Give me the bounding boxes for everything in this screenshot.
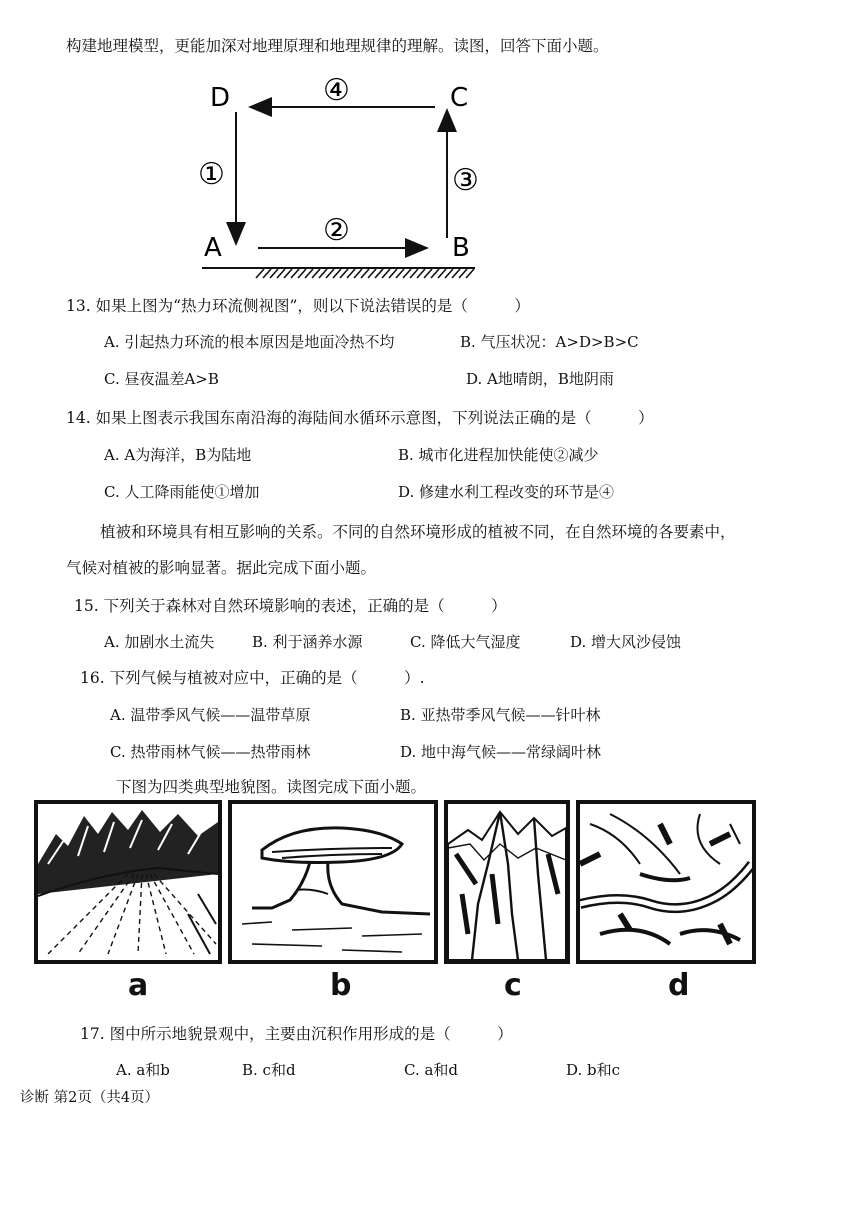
q16-option-a: A. 温带季风气候——温带草原	[110, 706, 311, 724]
q16-stem: 16. 下列气候与植被对应中，正确的是（ ）.	[80, 669, 425, 687]
q15-stem: 15. 下列关于森林对自然环境影响的表述，正确的是（ ）	[74, 597, 507, 615]
label-d: D	[210, 83, 231, 113]
q14-option-c: C. 人工降雨能使①增加	[104, 483, 260, 501]
q13-option-d: D. A地晴朗，B地阴雨	[466, 370, 614, 388]
q16-option-d: D. 地中海气候——常绿阔叶林	[400, 743, 602, 761]
intro-text: 构建地理模型，更能加深对地理原理和地理规律的理解。读图，回答下面小题。	[66, 37, 609, 55]
glacial-peak-drawing	[448, 804, 566, 960]
alluvial-fan-drawing	[38, 804, 218, 960]
q14-option-a: A. A为海洋，B为陆地	[104, 446, 252, 464]
label-a: A	[204, 233, 222, 263]
landform-image-c	[444, 800, 570, 964]
q16-option-b: B. 亚热带季风气候——针叶林	[400, 706, 601, 724]
q17-option-b: B. c和d	[242, 1061, 296, 1079]
q17-stem: 17. 图中所示地貌景观中，主要由沉积作用形成的是（ ）	[80, 1025, 513, 1043]
page-footer: 诊断 第2页（共4页）	[20, 1090, 160, 1106]
passage-vegetation-line1: 植被和环境具有相互影响的关系。不同的自然环境形成的植被不同，在自然环境的各要素中，	[100, 523, 736, 541]
q14-option-b: B. 城市化进程加快能使②减少	[398, 446, 599, 464]
landform-label-c: c	[504, 968, 522, 1003]
circulation-diagram-svg	[190, 70, 500, 290]
q17-option-c: C. a和d	[404, 1061, 459, 1079]
arrow-four-label: ④	[323, 73, 350, 108]
mushroom-rock-drawing	[232, 804, 434, 960]
q13-option-b: B. 气压状况：A>D>B>C	[460, 333, 639, 351]
river-delta-drawing	[580, 804, 752, 960]
landform-image-d	[576, 800, 756, 964]
q15-option-b: B. 利于涵养水源	[252, 633, 363, 651]
arrow-one-label: ①	[198, 157, 225, 192]
circulation-diagram	[190, 70, 500, 290]
passage-vegetation-line2: 气候对植被的影响显著。据此完成下面小题。	[66, 559, 377, 577]
landform-image-b	[228, 800, 438, 964]
landform-label-d: d	[668, 968, 690, 1003]
q13-option-a: A. 引起热力环流的根本原因是地面冷热不均	[104, 333, 395, 351]
ground-hatching	[256, 269, 474, 278]
landform-label-b: b	[330, 968, 352, 1003]
q17-option-a: A. a和b	[116, 1061, 170, 1079]
landform-label-a: a	[128, 968, 149, 1003]
q15-option-a: A. 加剧水土流失	[104, 633, 215, 651]
arrow-three-label: ③	[452, 163, 479, 198]
landform-image-a	[34, 800, 222, 964]
q13-stem: 13. 如果上图为“热力环流侧视图”，则以下说法错误的是（ ）	[66, 297, 530, 315]
arrow-two-label: ②	[323, 213, 350, 248]
q15-option-c: C. 降低大气湿度	[410, 633, 521, 651]
label-b: B	[452, 233, 470, 263]
passage-landforms: 下图为四类典型地貌图。读图完成下面小题。	[116, 778, 427, 796]
q17-option-d: D. b和c	[566, 1061, 621, 1079]
q16-option-c: C. 热带雨林气候——热带雨林	[110, 743, 311, 761]
q14-stem: 14. 如果上图表示我国东南沿海的海陆间水循环示意图，下列说法正确的是（ ）	[66, 409, 654, 427]
q15-option-d: D. 增大风沙侵蚀	[570, 633, 682, 651]
q13-option-c: C. 昼夜温差A>B	[104, 370, 219, 388]
label-c: C	[450, 83, 469, 113]
q14-option-d: D. 修建水利工程改变的环节是④	[398, 483, 615, 501]
